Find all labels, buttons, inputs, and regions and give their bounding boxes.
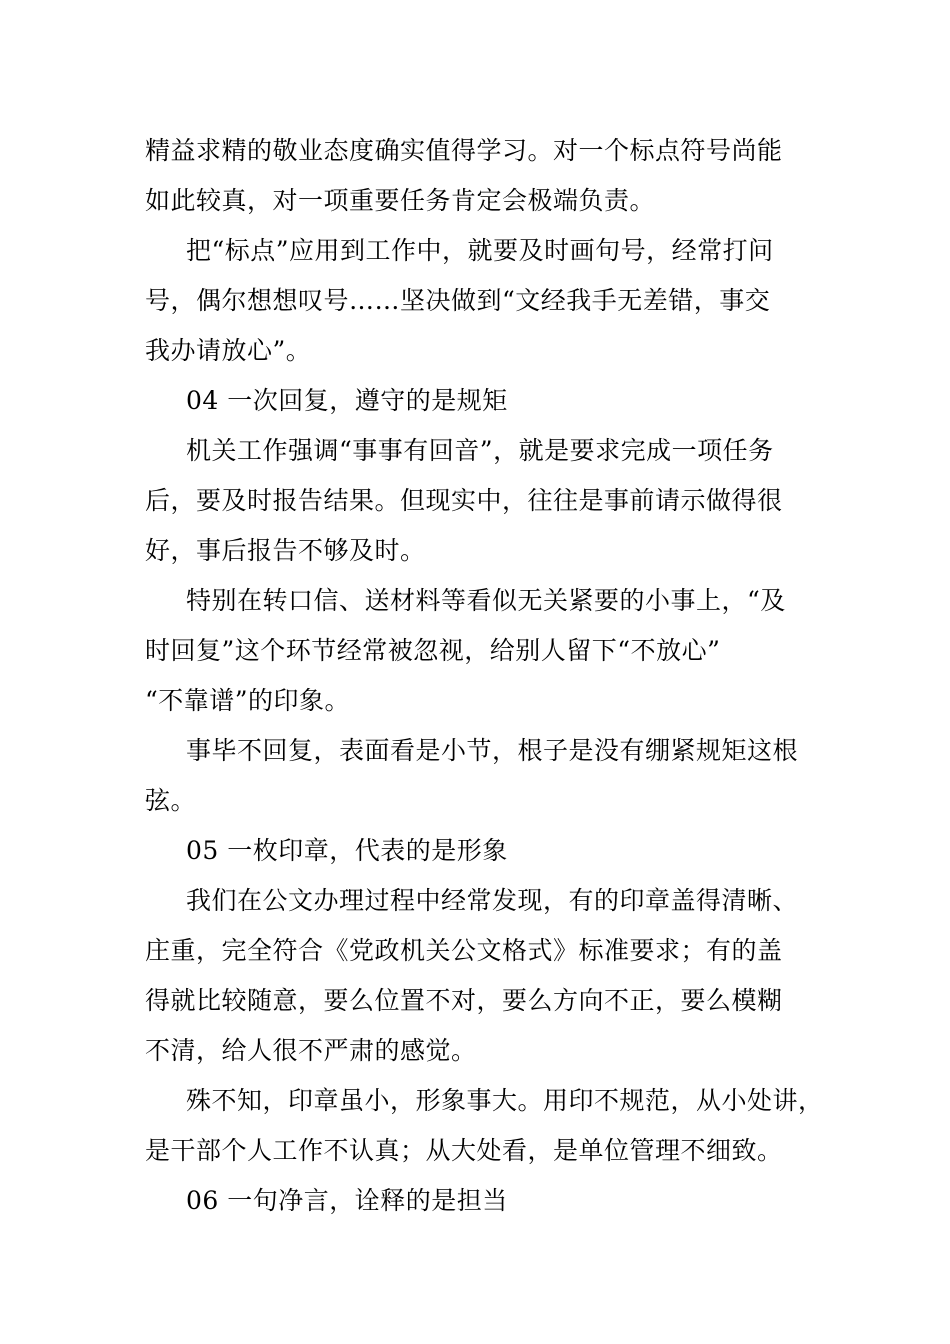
paragraph-line: 殊不知，印章虽小，形象事大。用印不规范，从小处讲，	[186, 1086, 824, 1115]
paragraph-line: 后，要及时报告结果。但现实中，往往是事前请示做得很	[145, 486, 783, 515]
paragraph-line: 我办请放心”。	[145, 336, 312, 365]
paragraph-line: 号，偶尔想想叹号……坚决做到“文经我手无差错，事交	[145, 286, 771, 315]
paragraph-line: 把“标点”应用到工作中，就要及时画句号，经常打问	[186, 236, 774, 265]
paragraph-line: 不清，给人很不严肃的感觉。	[145, 1036, 477, 1065]
paragraph-line: 精益求精的敬业态度确实值得学习。对一个标点符号尚能	[145, 136, 783, 165]
section-heading: 05 一枚印章，代表的是形象	[186, 836, 508, 865]
paragraph-line: 好，事后报告不够及时。	[145, 536, 426, 565]
paragraph-line: 事毕不回复，表面看是小节，根子是没有绷紧规矩这根	[186, 736, 799, 765]
section-heading: 04 一次回复，遵守的是规矩	[186, 386, 508, 415]
paragraph-line: 得就比较随意，要么位置不对，要么方向不正，要么模糊	[145, 986, 783, 1015]
paragraph-line: 我们在公文办理过程中经常发现，有的印章盖得清晰、	[186, 886, 799, 915]
paragraph-line: 是干部个人工作不认真；从大处看，是单位管理不细致。	[145, 1136, 783, 1165]
paragraph-line: 时回复”这个环节经常被忽视，给别人留下“不放心”	[145, 636, 721, 665]
paragraph-line: 庄重，完全符合《党政机关公文格式》标准要求；有的盖	[145, 936, 783, 965]
paragraph-line: 机关工作强调“事事有回音”，就是要求完成一项任务	[186, 436, 774, 465]
paragraph-line: 如此较真，对一项重要任务肯定会极端负责。	[145, 186, 656, 215]
paragraph-line: 特别在转口信、送材料等看似无关紧要的小事上，“及	[186, 586, 786, 615]
section-heading: 06 一句净言，诠释的是担当	[186, 1186, 508, 1215]
paragraph-line: “不靠谱”的印象。	[145, 686, 351, 715]
paragraph-line: 弦。	[145, 786, 197, 815]
